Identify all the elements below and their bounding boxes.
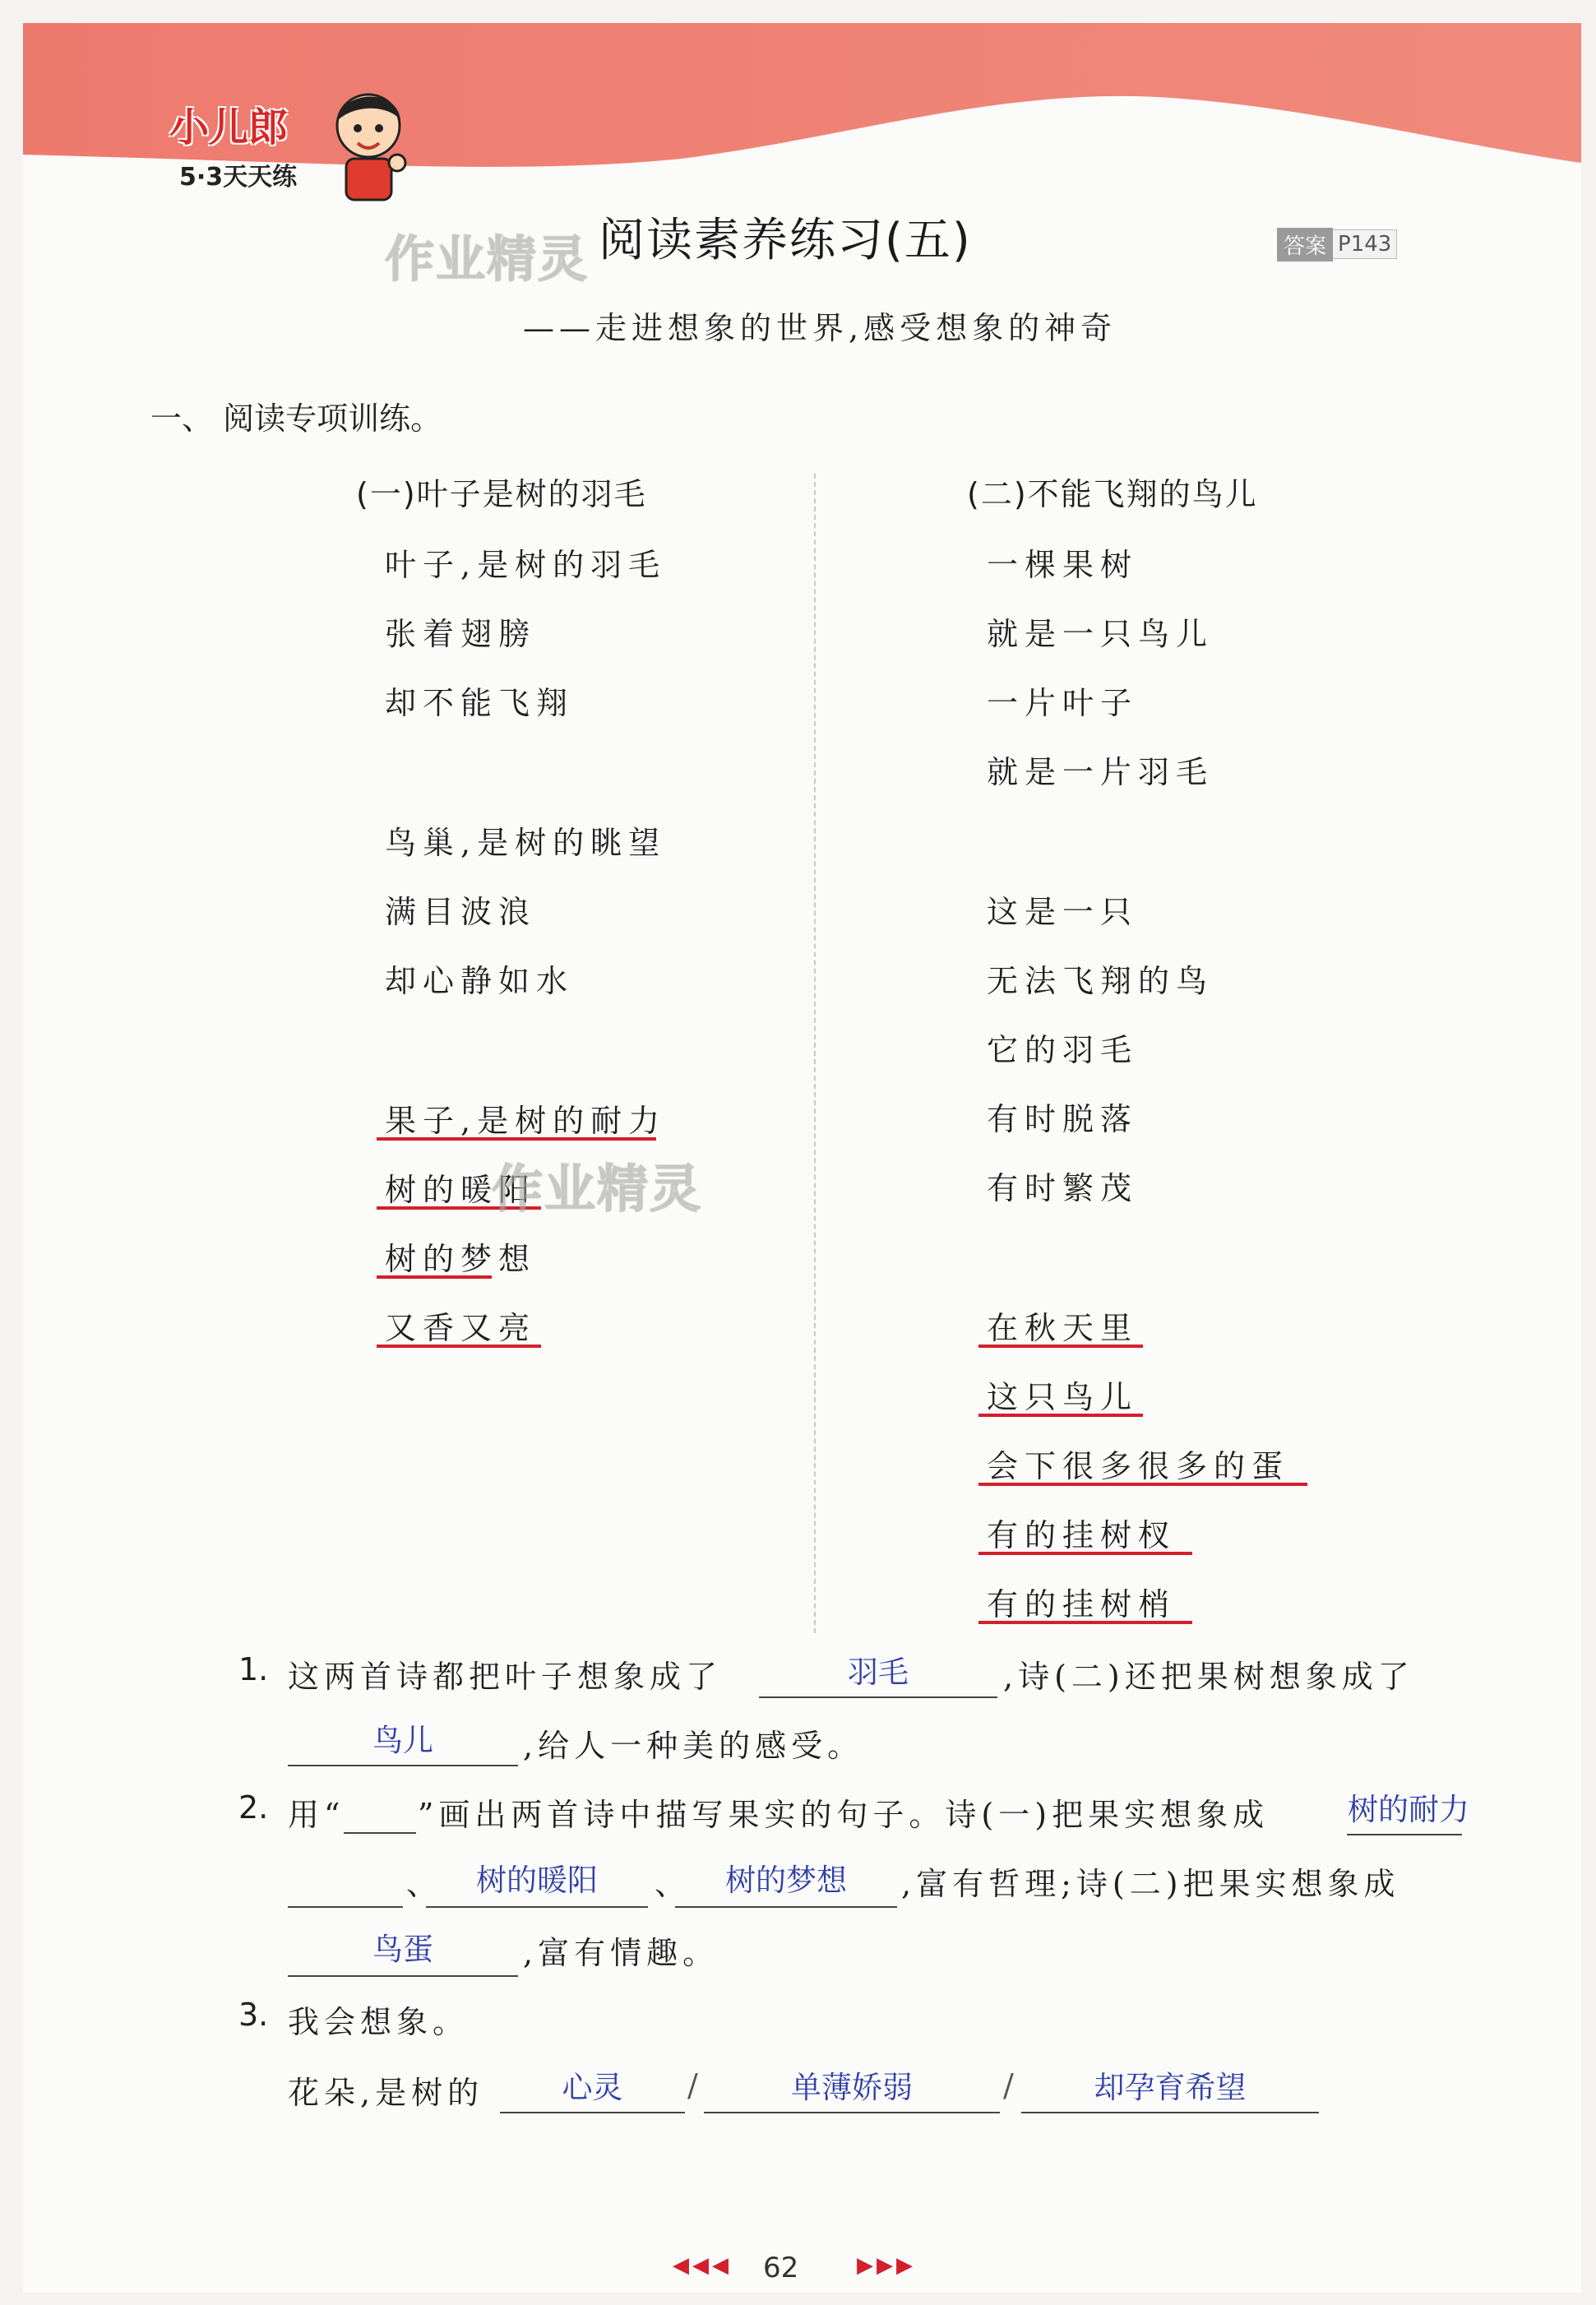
next-arrows-icon: ▶▶▶	[857, 2253, 916, 2278]
q1-number: 1.	[238, 1651, 269, 1687]
red-underline	[978, 1483, 1307, 1486]
q3-answer-1: 心灵	[562, 2070, 623, 2105]
poem2-line: 就是一只鸟儿	[987, 616, 1214, 652]
red-underline	[978, 1621, 1192, 1624]
q3-text: 花朵,是树的	[288, 2075, 484, 2111]
mascot-icon	[323, 81, 414, 204]
q2-answer-2: 树的暖阳	[476, 1863, 598, 1898]
red-underline	[377, 1345, 541, 1348]
q1-blank-1	[759, 1696, 997, 1698]
poem1-title: (一)叶子是树的羽毛	[356, 476, 647, 512]
q2-answer-1: 树的耐力	[1348, 1792, 1469, 1827]
q1-text: ,给人一种美的感受。	[523, 1728, 864, 1764]
worksheet-page	[23, 23, 1581, 2293]
q2-text: ,富有哲理;诗(二)把果实想象成	[901, 1866, 1400, 1902]
q2-blank-1b	[288, 1906, 403, 1908]
q3-slash: /	[687, 2067, 703, 2104]
section-heading: 一、 阅读专项训练。	[150, 400, 442, 437]
brand-sub: 5·3天天练	[179, 163, 298, 192]
column-divider	[814, 474, 816, 1633]
q1-text: 这两首诗都把叶子想象成了	[288, 1659, 723, 1695]
red-underline	[377, 1137, 656, 1141]
q1-text: ,诗(二)还把果树想象成了	[1003, 1659, 1414, 1695]
poem2-line: 有时繁茂	[987, 1170, 1139, 1206]
q1-answer-2: 鸟儿	[372, 1723, 433, 1758]
poem2-line: 就是一片羽毛	[987, 754, 1214, 790]
poem1-line: 树的暖阳	[385, 1172, 537, 1208]
poem2-line: 有的挂树杈	[987, 1517, 1177, 1553]
watermark-middle: 作业精灵	[492, 1159, 703, 1219]
poem2-line: 在秋天里	[987, 1310, 1139, 1346]
poem2-line: 有的挂树梢	[987, 1586, 1177, 1622]
poem1-line: 又香又亮	[385, 1310, 537, 1346]
poem2-line: 它的羽毛	[987, 1032, 1139, 1068]
red-underline	[978, 1552, 1192, 1555]
q3-answer-2: 单薄娇弱	[791, 2070, 913, 2105]
q2-blank-2	[426, 1906, 648, 1908]
q1-answer-1: 羽毛	[848, 1655, 909, 1690]
q3-text: 我会想象。	[288, 2004, 470, 2040]
q2-mark-blank	[344, 1832, 416, 1834]
poem1-line: 叶子,是树的羽毛	[385, 547, 667, 583]
poem1-line: 却心静如水	[385, 963, 575, 999]
red-underline	[978, 1414, 1143, 1417]
page-number: 62	[763, 2252, 799, 2284]
poem1-line: 却不能飞翔	[385, 685, 575, 721]
poem1-line: 树的梦想	[385, 1241, 537, 1277]
q2-text: ”画出两首诗中描写果实的句子。诗(一)把果实想象成	[418, 1797, 1270, 1833]
page-title: 阅读素养练习(五)	[599, 214, 972, 267]
poem2-line: 会下很多很多的蛋	[987, 1448, 1290, 1484]
q2-answer-3: 树的梦想	[725, 1863, 847, 1898]
q2-number: 2.	[238, 1789, 269, 1826]
answer-reference	[1277, 229, 1397, 260]
q2-text: ,富有情趣。	[523, 1935, 719, 1971]
q1-blank-2	[288, 1765, 518, 1766]
poem2-line: 这只鸟儿	[987, 1379, 1139, 1415]
poem2-line: 一片叶子	[987, 685, 1139, 721]
q2-blank-1	[1347, 1834, 1462, 1835]
brand-logo	[146, 81, 409, 204]
poem2-line: 这是一只	[987, 894, 1139, 930]
q2-text: 用“	[288, 1797, 345, 1833]
q2-answer-4: 鸟蛋	[372, 1932, 433, 1967]
poem1-line: 果子,是树的耐力	[385, 1103, 667, 1139]
poem2-line: 无法飞翔的鸟	[987, 963, 1214, 999]
poem1-line: 满目波浪	[385, 894, 537, 930]
answer-label: 答案	[1277, 228, 1333, 262]
q2-blank-3	[675, 1906, 897, 1908]
poem2-line: 有时脱落	[987, 1101, 1139, 1137]
red-underline	[377, 1275, 492, 1279]
poem2-line: 一棵果树	[987, 547, 1139, 583]
poem1-line: 张着翅膀	[385, 616, 537, 652]
q3-blank-3	[1021, 2112, 1319, 2113]
prev-arrows-icon: ◀◀◀	[673, 2253, 732, 2278]
q3-answer-3: 却孕育希望	[1094, 2070, 1247, 2105]
q2-blank-4	[288, 1975, 518, 1977]
watermark-top: 作业精灵	[385, 231, 589, 289]
q3-blank-1	[500, 2112, 685, 2113]
poem1-line: 鸟巢,是树的眺望	[385, 825, 667, 861]
red-underline	[978, 1345, 1143, 1348]
q3-number: 3.	[238, 1997, 269, 2033]
brand-name: 小儿郎	[169, 104, 289, 150]
q2-sep: 、	[655, 1866, 692, 1902]
q2-sep: 、	[406, 1866, 443, 1902]
q3-slash: /	[1003, 2067, 1019, 2104]
answer-page: P143	[1333, 229, 1397, 259]
q3-blank-2	[704, 2112, 1000, 2113]
page-subtitle: ——走进想象的世界,感受想象的神奇	[523, 310, 1117, 346]
poem2-title: (二)不能飞翔的鸟儿	[967, 476, 1258, 512]
